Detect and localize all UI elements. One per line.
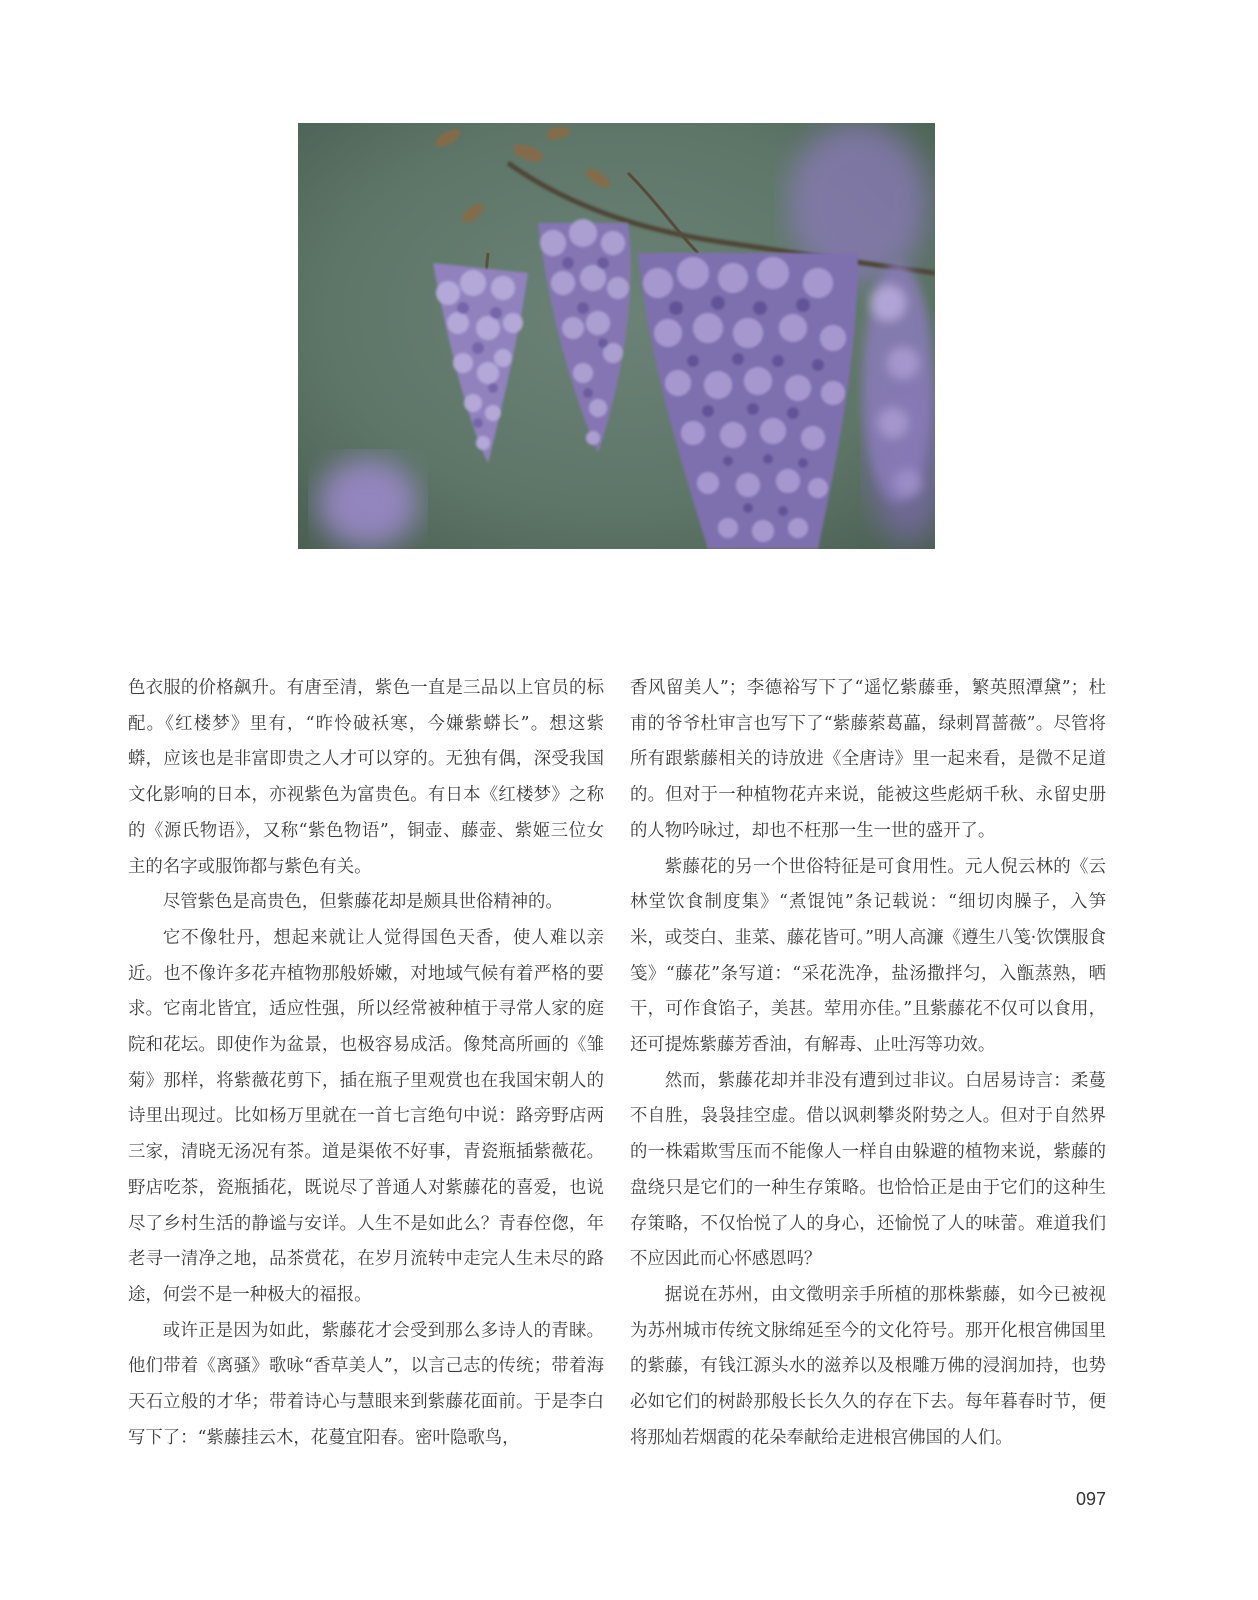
body-paragraph: 尽管紫色是高贵色，但紫藤花却是颇具世俗精神的。 [162, 892, 563, 913]
wisteria-photo [298, 123, 935, 549]
body-paragraph: 色衣服的价格飙升。有唐至清，紫色一直是三品以上官员的标配。《红楼梦》里有，“昨怜破袄寒，今嫌紫蟒长”。想这紫蟒，应该也是非富即贵之人才可以穿的。无独有偶，深受我国文化影响的日本，亦视紫色为富贵色。有日本《红楼梦》之称的《源氏物语》，又称“紫色物语”，铜壶、藤壶、紫姬三位女主的名字或服饰都与紫色有关。 [128, 678, 604, 877]
body-paragraph: 紫藤花的另一个世俗特征是可食用性。元人倪云林的《云林堂饮食制度集》“煮馄饨”条记载说：“细切肉臊子，入笋米，或茭白、韭菜、藤花皆可。”明人高濂《遵生八笺·饮馔服食笺》“藤花”条写道：“采花洗净，盐汤撒拌匀，入甑蒸熟，晒干，可作食馅子，美甚。荤用亦佳。”且紫藤花不仅可以食用，还可提炼紫藤芳香油，有解毒、止吐泻等功效。 [630, 856, 1106, 1056]
body-paragraph: 据说在苏州，由文徵明亲手所植的那株紫藤，如今已被视为苏州城市传统文脉绵延至今的文化符号。那开化根宫佛国里的紫藤，有钱江源头水的滋养以及根雕万佛的浸润加持，也势必如它们的树龄那般长长久久的存在下去。每年暮春时节，便将那灿若烟霞的花朵奉献给走进根宫佛国的人们。 [630, 1284, 1106, 1448]
body-paragraph: 或许正是因为如此，紫藤花才会受到那么多诗人的青睐。他们带着《离骚》歌咏“香草美人”，以言己志的传统；带着海天石立般的才华；带着诗心与慧眼来到紫藤花面前。于是李白写下了：“紫藤挂云木，花蔓宜阳春。密叶隐歌鸟， [128, 1320, 604, 1448]
wisteria-illustration [298, 123, 935, 549]
page-number: 097 [1075, 1489, 1106, 1509]
body-paragraph: 然而，紫藤花却并非没有遭到过非议。白居易诗言：柔蔓不自胜，袅袅挂空虚。借以讽刺攀炎附势之人。但对于自然界的一株霜欺雪压而不能像人一样自由躲避的植物来说，紫藤的盘绕只是它们的一种生存策略。也恰恰正是由于它们的这种生存策略，不仅怡悦了人的身心，还愉悦了人的味蕾。难道我们不应因此而心怀感恩吗？ [630, 1070, 1106, 1270]
body-paragraph: 香风留美人”；李德裕写下了“遥忆紫藤垂，繁英照潭黛”；杜甫的爷爷杜审言也写下了“紫藤萦葛藟，绿刺罥蔷薇”。尽管将所有跟紫藤相关的诗放进《全唐诗》里一起来看，是微不足道的。但对于一种植物花卉来说，能被这些彪炳千秋、永留史册的人物吟咏过，却也不枉那一生一世的盛开了。 [630, 678, 1106, 841]
right-text-column [630, 671, 1106, 1456]
body-paragraph: 它不像牡丹，想起来就让人觉得国色天香，使人难以亲近。也不像许多花卉植物那般娇嫩，对地域气候有着严格的要求。它南北皆宜，适应性强，所以经常被种植于寻常人家的庭院和花坛。即使作为盆景，也极容易成活。像梵高所画的《雏菊》那样，将紫薇花剪下，插在瓶子里观赏也在我国宋朝人的诗里出现过。比如杨万里就在一首七言绝句中说：路旁野店两三家，清晓无汤况有茶。道是渠侬不好事，青瓷瓶插紫薇花。野店吃茶，瓷瓶插花，既说尽了普通人对紫藤花的喜爱，也说尽了乡村生活的静谧与安详。人生不是如此么？青春倥偬，年老寻一清净之地，品茶赏花，在岁月流转中走完人生未尽的路途，何尝不是一种极大的福报。 [128, 927, 604, 1305]
left-text-column [128, 671, 604, 1456]
